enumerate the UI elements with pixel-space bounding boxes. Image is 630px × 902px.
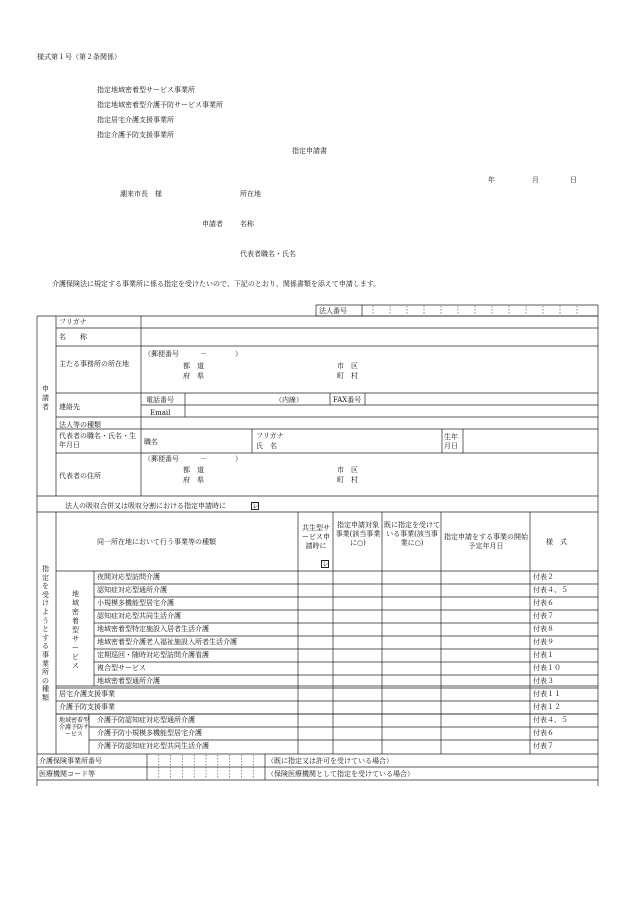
- form-number: 様式第１号（第２条関係）: [37, 53, 121, 61]
- service-chiiki-8-form: 付表１０: [533, 664, 561, 672]
- applicant-rep-label: 代表者職名・氏名: [240, 250, 296, 258]
- header-kyosei: 共生型サービス申請時に: [302, 524, 330, 550]
- addressee: 潮来市長 様: [120, 190, 162, 198]
- rep-name-label: 氏 名: [256, 442, 277, 450]
- office-type-3: 指定居宅介護支援事業所: [97, 116, 174, 124]
- service-yobou-1-form: 付表４、５: [533, 716, 568, 724]
- fax-label: FAX番号: [333, 396, 362, 404]
- service-chiiki-5-form: 付表８: [533, 625, 554, 633]
- service-yobou-2-form: 付表６: [533, 729, 554, 737]
- name-label: 名 称: [59, 333, 87, 341]
- applicant-name-label: 名称: [240, 220, 254, 228]
- town-cho-1: 町 村: [337, 372, 358, 380]
- rep-info-label: 代表者の職名・氏名・生年月日: [59, 432, 136, 449]
- service-chiiki-1-form: 付表２: [533, 573, 554, 581]
- header-start-date: 指定申請をする事業の開始予定年月日: [444, 533, 528, 550]
- applicant-label: 申請者: [202, 220, 223, 228]
- prefecture-to-1: 都 道: [183, 362, 204, 370]
- group-yobou-label: 地域密着型介護予防サービス: [59, 717, 90, 738]
- section-services-label: 指定を受けようとする事業所の種類: [42, 565, 49, 702]
- service-chiiki-3-name: 小規模多機能型居宅介護: [97, 599, 174, 607]
- rep-furigana-label: フリガナ: [256, 432, 284, 440]
- corp-type-label: 法人等の種類: [59, 421, 101, 429]
- service-chiiki-4-form: 付表７: [533, 612, 554, 620]
- group-chiiki-label: 地域密着型サービス: [72, 590, 79, 670]
- service-chiiki-3-form: 付表６: [533, 599, 554, 607]
- service-chiiki-2-name: 認知症対応型通所介護: [97, 586, 167, 594]
- postal-code-2: （郵便番号 － ）: [144, 455, 242, 463]
- service-single-2-name: 介護予防支援事業: [59, 703, 115, 711]
- service-chiiki-4-name: 認知症対応型共同生活介護: [97, 612, 181, 620]
- corp-number-label: 法人番号: [319, 307, 347, 315]
- header-existing: 既に指定を受けている事業(該当事業に○): [384, 521, 440, 547]
- email-label: Email: [150, 409, 171, 417]
- section-applicant-label: 申請者: [42, 385, 49, 411]
- date-day: 日: [570, 176, 577, 184]
- service-single-2-form: 付表１２: [533, 703, 561, 711]
- office-type-1: 指定地域密着型サービス事業所: [97, 86, 195, 94]
- city-shi-1: 市 区: [337, 362, 358, 370]
- service-single-1-name: 居宅介護支援事業: [59, 690, 115, 698]
- kyosei-checkbox[interactable]: レ: [322, 560, 329, 568]
- service-chiiki-1-name: 夜間対応型訪問介護: [97, 573, 160, 581]
- office-type-2: 指定地域密着型介護予防サービス事業所: [97, 101, 223, 109]
- service-chiiki-6-name: 地域密着型介護老人福祉施設入所者生活介護: [97, 638, 237, 646]
- date-month: 月: [532, 176, 539, 184]
- rep-title-label: 職名: [144, 438, 158, 446]
- contact-label: 連絡先: [59, 403, 80, 411]
- office-type-4: 指定介護予防支援事業所: [97, 131, 174, 139]
- header-target: 指定申請対象事業(該当事業に○): [335, 521, 381, 547]
- applicant-address-label: 所在地: [240, 190, 261, 198]
- furigana-label: フリガナ: [59, 318, 87, 326]
- rep-birth-label: 生年月日: [444, 433, 458, 450]
- service-chiiki-9-name: 地域密着型通所介護: [97, 677, 160, 685]
- kaigo-number-label: 介護保険事業所番号: [39, 757, 102, 765]
- service-yobou-1-name: 介護予防認知症対応型通所介護: [97, 716, 195, 724]
- prefecture-fu-1: 府 県: [183, 372, 204, 380]
- service-yobou-3-form: 付表７: [533, 742, 554, 750]
- service-single-1-form: 付表１１: [533, 690, 561, 698]
- header-form: 様 式: [546, 538, 567, 546]
- service-yobou-3-name: 介護予防認知症対応型共同生活介護: [97, 742, 209, 750]
- service-chiiki-2-form: 付表４、５: [533, 586, 568, 594]
- header-service-kind: 同一所在地において行う事業等の種類: [97, 538, 216, 546]
- prefecture-to-2: 都 道: [183, 466, 204, 474]
- medical-code-note: （保険医療機関として指定を受けている場合）: [267, 770, 414, 778]
- document-title: 指定申請書: [292, 147, 327, 155]
- service-chiiki-9-form: 付表３: [533, 677, 554, 685]
- town-cho-2: 町 村: [337, 476, 358, 484]
- main-office-label: 主たる事務所の所在地: [59, 360, 129, 368]
- kaigo-number-note: （既に指定又は許可を受けている場合）: [267, 757, 393, 765]
- service-chiiki-5-name: 地域密着型特定施設入居者生活介護: [97, 625, 209, 633]
- prefecture-fu-2: 府 県: [183, 476, 204, 484]
- service-chiiki-8-name: 複合型サービス: [97, 664, 146, 672]
- extension-label: （内線）: [275, 396, 303, 404]
- medical-code-label: 医療機関コード等: [39, 770, 95, 778]
- merger-label: 法人の吸収合併又は吸収分割における指定申請時に: [65, 502, 226, 510]
- tel-label: 電話番号: [146, 396, 174, 404]
- postal-code-1: （郵便番号 － ）: [144, 350, 242, 358]
- service-chiiki-7-form: 付表１: [533, 651, 554, 659]
- date-year: 年: [488, 176, 495, 184]
- rep-address-label: 代表者の住所: [59, 472, 101, 480]
- service-chiiki-7-name: 定期巡回・随時対応型訪問介護看護: [97, 651, 209, 659]
- intro-text: 介護保険法に規定する事業所に係る指定を受けたいので、下記のとおり、関係書類を添えて申請します。: [52, 280, 381, 288]
- merger-checkbox[interactable]: レ: [252, 502, 259, 510]
- service-yobou-2-name: 介護予防小規模多機能型居宅介護: [97, 729, 202, 737]
- city-shi-2: 市 区: [337, 466, 358, 474]
- service-chiiki-6-form: 付表９: [533, 638, 554, 646]
